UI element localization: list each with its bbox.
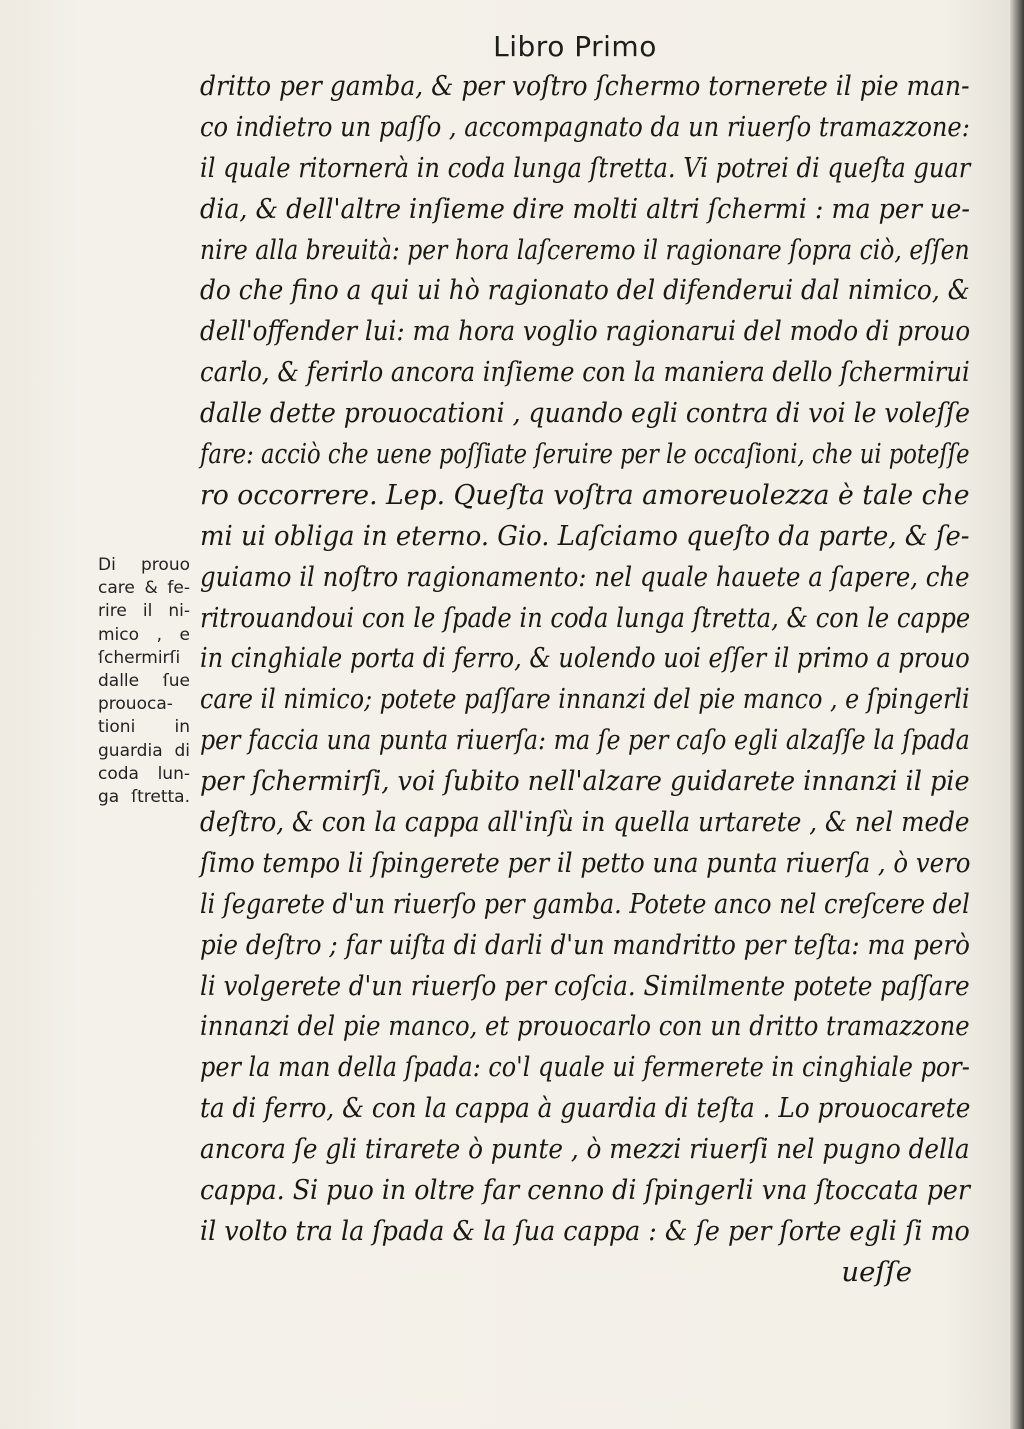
marginal-line: guardia di <box>98 740 190 761</box>
text-line: li volgerete d'un riuerſo per coſcia. Similmente potete paſſare <box>200 969 970 1002</box>
text-line: per faccia una punta riuerſa: ma ſe per caſo egli alzaſſe la ſpada <box>200 724 970 757</box>
text-line: co indietro un paſſo , accompagnato da un riuerſo tramazzone: <box>200 110 970 143</box>
text-line: mi ui obliga in eterno. Gio. Laſciamo queſto da parte, & ſe- <box>200 519 970 552</box>
text-line: li ſegarete d'un riuerſo per gamba. Potete anco nel creſcere del <box>200 887 970 920</box>
running-head: Libro Primo <box>493 30 657 63</box>
body-text <box>200 66 970 1293</box>
text-line: per la man della ſpada: co'l quale ui fermerete in cinghiale por- <box>200 1051 970 1084</box>
marginal-line: Di prouo <box>98 555 190 575</box>
text-line: il volto tra la ſpada & la ſua cappa : & ſe per ſorte egli ſi mo <box>200 1214 970 1247</box>
text-line: ritrouandoui con le ſpade in coda lunga ſtretta, & con le cappe <box>200 601 971 634</box>
text-line: do che fino a qui ui hò ragionato del difenderui dal nimico, & <box>200 274 970 307</box>
text-line: ta di ferro, & con la cappa à guardia di teſta . Lo prouocarete <box>200 1092 971 1125</box>
text-line: deſtro, & con la cappa all'inſù in quella urtarete , & nel mede <box>200 806 970 839</box>
text-line: nire alla breuità: per hora laſceremo il ragionare ſopra ciò, eſſen <box>200 233 970 266</box>
marginal-note <box>98 554 190 809</box>
marginal-line: prouoca- <box>98 694 173 715</box>
text-line: dell'offender lui: ma hora voglio ragionarui del modo di prouo <box>200 315 971 348</box>
catchword: ueſſe <box>841 1255 912 1288</box>
text-line: fare: acciò che uene poſſiate ſeruire per le occaſioni, che ui poteſſe <box>200 438 970 471</box>
marginal-line: mico , e <box>98 624 190 645</box>
marginal-line: care & fe- <box>98 578 190 599</box>
text-line: dia, & dell'altre inſieme dire molti altri ſchermi : ma per ue- <box>200 192 970 225</box>
text-line: pie deſtro ; far uiſta di darli d'un mandritto per teſta: ma però <box>200 928 970 961</box>
marginal-line: tioni in <box>98 717 190 738</box>
text-line: per ſchermirſi, voi ſubito nell'alzare guidarete innanzi il pie <box>200 765 970 798</box>
page-edge-shadow <box>1010 0 1024 1429</box>
text-line: ancora ſe gli tirarete ò punte , ò mezzi riuerſi nel pugno della <box>200 1133 970 1166</box>
text-line: innanzi del pie manco, et prouocarlo con un dritto tramazzone <box>200 1010 970 1043</box>
marginal-line: ſchermirſi <box>98 647 181 668</box>
marginal-line: coda lun- <box>98 763 190 784</box>
text-line: dritto per gamba, & per voſtro ſchermo tornerete il pie man- <box>200 70 970 102</box>
text-line: il quale ritornerà in coda lunga ſtretta. Vi potrei di queſta guar <box>200 151 971 184</box>
text-line: carlo, & ferirlo ancora inſieme con la maniera dello ſchermirui <box>200 356 970 389</box>
marginal-line: ga ſtretta. <box>98 787 190 808</box>
text-line: care il nimico; potete paſſare innanzi del pie manco , e ſpingerli <box>200 683 970 716</box>
marginal-line: rire il ni- <box>98 601 190 622</box>
text-line: ro occorrere. Lep. Queſta voſtra amoreuolezza è tale che <box>200 478 970 511</box>
text-line: cappa. Si puo in oltre far cenno di ſpingerli vna ſtoccata per <box>200 1174 970 1207</box>
marginal-line: dalle ſue <box>98 671 190 692</box>
text-line: ſimo tempo li ſpingerete per il petto una punta riuerſa , ò vero <box>200 846 971 879</box>
text-line: guiamo il noſtro ragionamento: nel quale hauete a ſapere, che <box>200 560 970 593</box>
text-line: in cinghiale porta di ferro, & uolendo uoi eſſer il primo a prouo <box>200 642 970 675</box>
text-line: dalle dette prouocationi , quando egli contra di voi le voleſſe <box>200 397 970 430</box>
